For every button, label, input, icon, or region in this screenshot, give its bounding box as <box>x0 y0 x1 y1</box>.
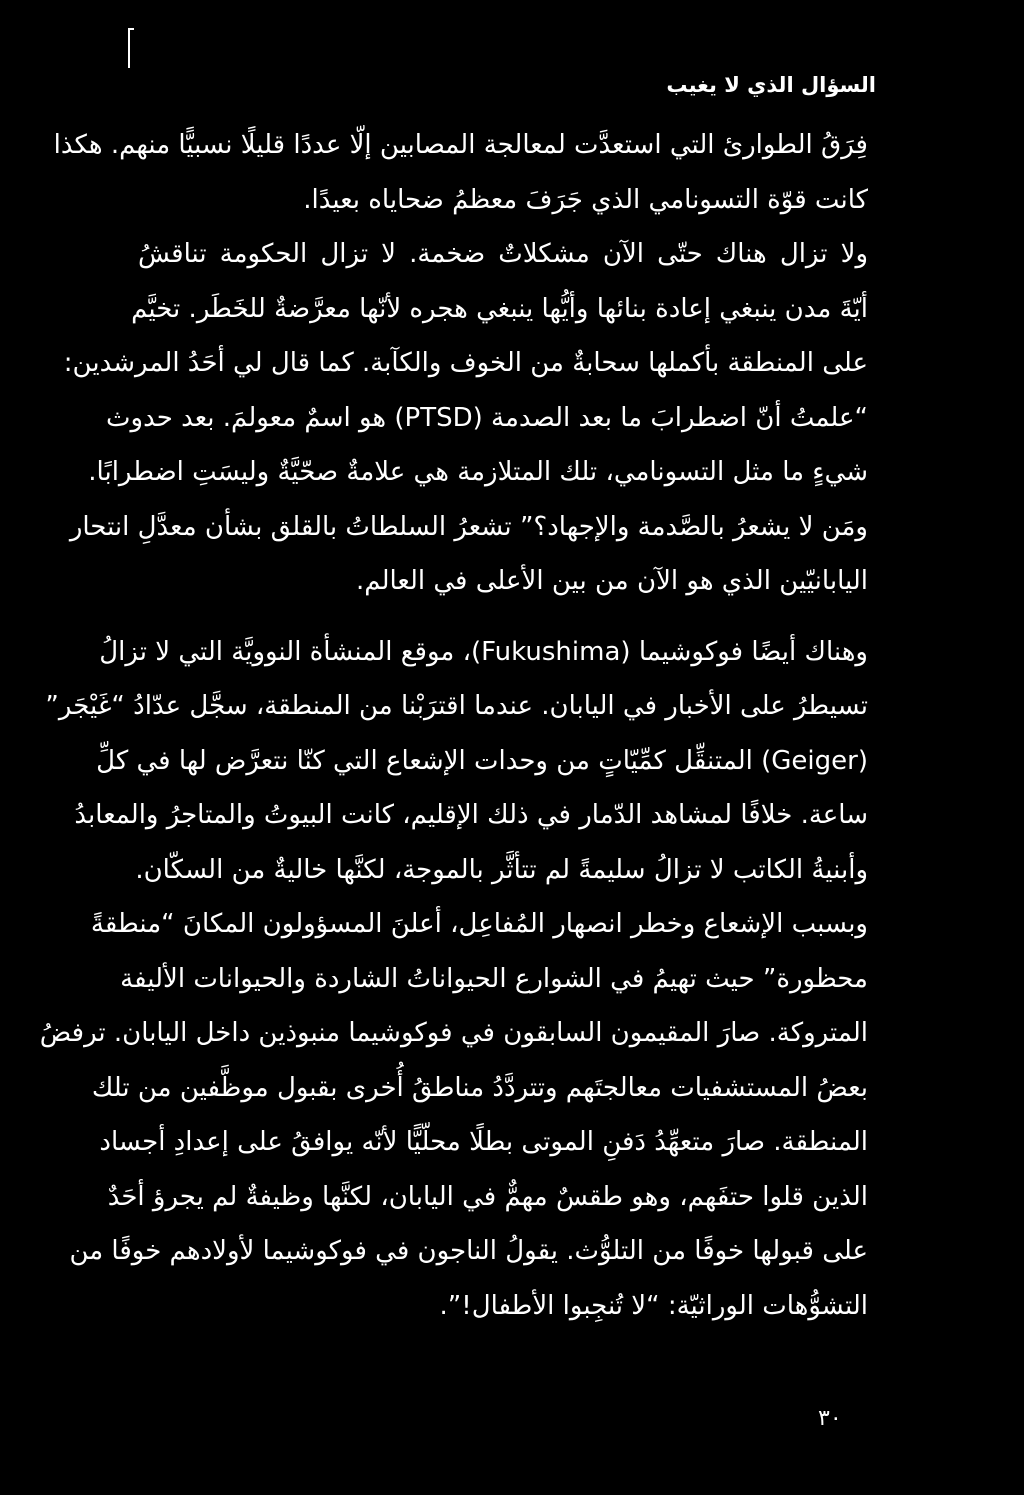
paragraph-2 <box>39 625 868 1334</box>
paragraph-line: المتروكة. صارَ المقيمون السابقون في فوكوشيما منبوذين داخل اليابان. ترفضُ <box>39 1018 868 1048</box>
paragraph-line: أيّةَ مدن ينبغي إعادة بنائها وأيُّها ينبغي هجره لأنّها معرَّضةٌ للخَطَر. تخيَّم <box>131 293 868 324</box>
paragraph-line: (Geiger) المتنقِّل كمِّيّاتٍ من وحدات الإشعاع التي كنّا نتعرَّض لها في كلِّ <box>96 745 868 776</box>
corner-mark <box>128 28 134 68</box>
paragraph-line: على قبولها خوفًا من التلوُّث. يقولُ الناجون في فوكوشيما لأولادهم خوفًا من <box>69 1236 868 1266</box>
paragraph-line: وأبنيةُ الكاتب لا تزالُ سليمةً لم تتأثَّر بالموجة، لكنَّها خاليةٌ من السكّان. <box>135 854 868 885</box>
page-number: ٣٠ <box>818 1406 842 1431</box>
paragraph-line: بعضُ المستشفيات معالجتَهم وتتردَّدُ مناطقُ أُخرى بقبول موظَّفين من تلك <box>91 1072 868 1103</box>
paragraph-line: التشوُّهات الوراثيّة: “لا تُنجِبوا الأطفال!”. <box>439 1290 868 1321</box>
paragraph-line: على المنطقة بأكملها سحابةٌ من الخوف والكآبة. كما قال لي أحَدُ المرشدين: <box>63 348 868 378</box>
page-body <box>39 118 868 1333</box>
paragraph-line: وهناك أيضًا فوكوشيما (Fukushima)، موقع المنشأة النوويَّة التي لا تزالُ <box>99 636 868 667</box>
paragraph-line: فِرَقُ الطوارئ التي استعدَّت لمعالجة المصابين إلّا عددًا قليلًا نسبيًّا منهم. هكذا <box>53 130 868 160</box>
paragraph-line: اليابانيّين الذي هو الآن من بين الأعلى في العالم. <box>356 566 868 596</box>
paragraph-line: ولا تزال هناك حتّى الآن مشكلاتٌ ضخمة. لا تزال الحكومة تناقشُ <box>138 239 868 269</box>
running-head: السؤال الذي لا يغيب <box>666 73 876 97</box>
paragraph-1 <box>53 118 868 609</box>
paragraph-line: تسيطرُ على الأخبار في اليابان. عندما اقترَبْنا من المنطقة، سجَّل عدّادُ “غَيْجَر” <box>45 691 868 721</box>
paragraph-line: ساعة. خلافًا لمشاهد الدّمار في ذلك الإقليم، كانت البيوتُ والمتاجرُ والمعابدُ <box>74 800 868 830</box>
paragraph-line: وبسبب الإشعاع وخطر انصهار المُفاعِل، أعلنَ المسؤولون المكانَ “منطقةً <box>90 909 868 939</box>
paragraph-line: الذين قلوا حتفَهم، وهو طقسٌ مهمٌّ في اليابان، لكنَّها وظيفةٌ لم يجرؤ أحَدٌ <box>107 1181 868 1212</box>
paragraph-line: “علمتُ أنّ اضطرابَ ما بعد الصدمة (PTSD) هو اسمٌ معولمَ. بعد حدوث <box>106 402 868 433</box>
paragraph-line: ومَن لا يشعرُ بالصَّدمة والإجهاد؟” تشعرُ السلطاتُ بالقلق بشأن معدَّلِ انتحار <box>69 511 868 542</box>
paragraph-line: شيءٍ ما مثل التسونامي، تلك المتلازمة هي علامةٌ صحّيَّةٌ وليسَتِ اضطرابًا. <box>88 457 868 487</box>
paragraph-line: محظورة” حيث تهيمُ في الشوارع الحيواناتُ الشاردة والحيوانات الأليفة <box>120 963 868 994</box>
paragraph-line: كانت قوّة التسونامي الذي جَرَفَ معظمُ ضحاياه بعيدًا. <box>303 184 868 215</box>
paragraph-line: المنطقة. صارَ متعهِّدُ دَفنِ الموتى بطلًا محلّيًّا لأنّه يوافقُ على إعدادِ أجساد <box>99 1127 868 1157</box>
